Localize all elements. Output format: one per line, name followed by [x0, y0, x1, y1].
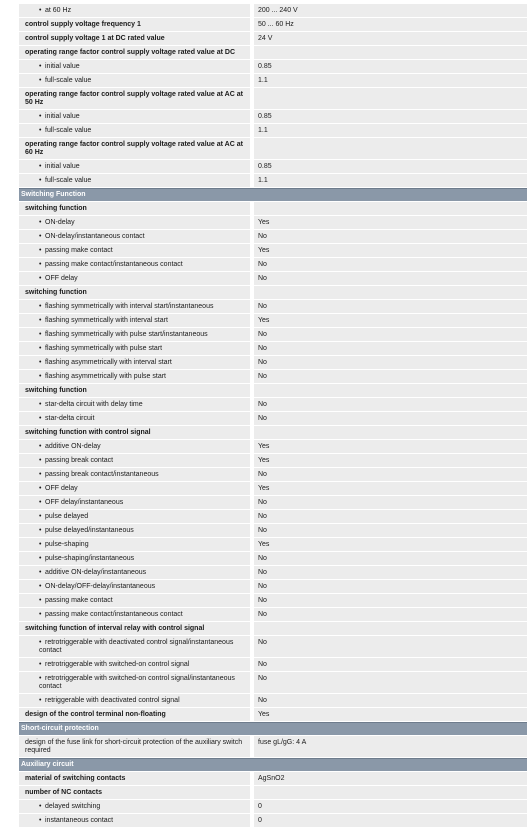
table-row — [19, 482, 527, 496]
property-value: 0.85 — [254, 60, 527, 73]
table-row — [19, 4, 527, 18]
property-label-text: full-scale value — [45, 177, 92, 184]
property-label — [19, 230, 250, 243]
property-label-text: switching function with control signal — [25, 429, 151, 436]
bullet-icon: • — [39, 583, 42, 590]
table-row — [19, 314, 527, 328]
property-heading — [19, 426, 250, 439]
property-label-text: pulse delayed — [45, 513, 89, 520]
table-row — [19, 786, 527, 800]
property-heading — [19, 32, 250, 45]
bullet-icon: • — [39, 373, 42, 380]
bullet-icon: • — [39, 177, 42, 184]
table-row — [19, 384, 527, 398]
property-label-text: flashing asymmetrically with interval start — [45, 359, 172, 366]
property-label — [19, 510, 250, 523]
property-label — [19, 174, 250, 187]
property-label-text: passing break contact — [45, 457, 114, 464]
bullet-icon: • — [39, 163, 42, 170]
property-heading — [19, 772, 250, 785]
bullet-icon: • — [39, 499, 42, 506]
property-value: No — [254, 412, 527, 425]
property-label-text: OFF delay — [45, 275, 78, 282]
property-label — [19, 216, 250, 229]
property-label-text: pulse delayed/instantaneous — [45, 527, 134, 534]
property-value: No — [254, 370, 527, 383]
bullet-icon: • — [39, 697, 42, 704]
bullet-icon: • — [39, 261, 42, 268]
property-value — [254, 384, 527, 397]
table-row — [19, 426, 527, 440]
table-row — [19, 454, 527, 468]
property-label-text: flashing symmetrically with pulse start/instantaneous — [45, 331, 208, 338]
property-label — [19, 300, 250, 313]
table-row — [19, 694, 527, 708]
table-row — [19, 286, 527, 300]
table-row — [19, 160, 527, 174]
table-row — [19, 672, 527, 694]
property-label-text: at 60 Hz — [45, 7, 72, 14]
property-label-text: design of the fuse link for short-circuit protection of the auxiliary switch required — [25, 739, 243, 754]
table-row — [19, 736, 527, 758]
property-value: 0.85 — [254, 110, 527, 123]
table-row — [19, 608, 527, 622]
property-label — [19, 160, 250, 173]
property-label — [19, 672, 250, 693]
table-row — [19, 468, 527, 482]
property-label-text: switching function of interval relay with control signal — [25, 625, 205, 632]
property-value: 200 ... 240 V — [254, 4, 527, 17]
property-value — [254, 286, 527, 299]
property-label — [19, 468, 250, 481]
property-heading — [19, 18, 250, 31]
section-header: Switching Function — [19, 188, 527, 202]
bullet-icon: • — [39, 541, 42, 548]
property-label-text: control supply voltage 1 at DC rated value — [25, 35, 165, 42]
property-label — [19, 800, 250, 813]
property-label-text: number of NC contacts — [25, 789, 103, 796]
property-label — [19, 342, 250, 355]
property-label — [19, 608, 250, 621]
property-label-text: pulse-shaping/instantaneous — [45, 555, 135, 562]
property-value: No — [254, 272, 527, 285]
bullet-icon: • — [39, 7, 42, 14]
property-label-text: passing make contact — [45, 247, 113, 254]
table-row — [19, 622, 527, 636]
bullet-icon: • — [39, 443, 42, 450]
property-value: No — [254, 356, 527, 369]
property-value — [254, 88, 527, 109]
property-label — [19, 482, 250, 495]
bullet-icon: • — [39, 457, 42, 464]
property-value: No — [254, 594, 527, 607]
property-label — [19, 244, 250, 257]
property-label-text: additive ON-delay/instantaneous — [45, 569, 147, 576]
bullet-icon: • — [39, 639, 42, 646]
bullet-icon: • — [39, 113, 42, 120]
property-heading — [19, 138, 250, 159]
property-label — [19, 538, 250, 551]
property-label — [19, 814, 250, 827]
bullet-icon: • — [39, 247, 42, 254]
bullet-icon: • — [39, 817, 42, 824]
bullet-icon: • — [39, 401, 42, 408]
property-label-text: full-scale value — [45, 127, 92, 134]
table-row — [19, 272, 527, 286]
property-value: 0.85 — [254, 160, 527, 173]
property-label — [19, 524, 250, 537]
table-row — [19, 32, 527, 46]
property-label-text: retrotriggerable with deactivated control signal/instantaneous contact — [39, 639, 234, 654]
bullet-icon: • — [39, 513, 42, 520]
table-row — [19, 800, 527, 814]
bullet-icon: • — [39, 359, 42, 366]
property-value: 0 — [254, 814, 527, 827]
table-row — [19, 440, 527, 454]
bullet-icon: • — [39, 471, 42, 478]
property-value — [254, 202, 527, 215]
bullet-icon: • — [39, 569, 42, 576]
property-value: fuse gL/gG: 4 A — [254, 736, 527, 757]
property-heading — [19, 286, 250, 299]
table-row — [19, 342, 527, 356]
property-label-text: retriggerable with deactivated control signal — [45, 697, 180, 704]
property-value: No — [254, 342, 527, 355]
property-label-text: initial value — [45, 163, 80, 170]
property-label-text: ON-delay — [45, 219, 75, 226]
property-label-text: full-scale value — [45, 77, 92, 84]
table-row — [19, 814, 527, 828]
table-row — [19, 658, 527, 672]
property-label — [19, 594, 250, 607]
table-row — [19, 566, 527, 580]
table-row — [19, 370, 527, 384]
property-label-text: retrotriggerable with switched-on control signal — [45, 661, 190, 668]
bullet-icon: • — [39, 485, 42, 492]
property-value: Yes — [254, 440, 527, 453]
property-value: No — [254, 694, 527, 707]
property-label-text: operating range factor control supply voltage rated value at AC at 50 Hz — [25, 91, 243, 106]
property-value — [254, 138, 527, 159]
table-row — [19, 398, 527, 412]
property-value: No — [254, 636, 527, 657]
property-label-text: passing make contact — [45, 597, 113, 604]
table-row — [19, 230, 527, 244]
property-value: No — [254, 608, 527, 621]
property-value: No — [254, 566, 527, 579]
property-value: 1.1 — [254, 124, 527, 137]
property-label — [19, 694, 250, 707]
property-label-text: flashing symmetrically with interval start — [45, 317, 168, 324]
property-label — [19, 412, 250, 425]
property-label-text: switching function — [25, 205, 87, 212]
bullet-icon: • — [39, 345, 42, 352]
property-label-text: OFF delay/instantaneous — [45, 499, 124, 506]
property-label-text: switching function — [25, 289, 87, 296]
property-value: Yes — [254, 244, 527, 257]
bullet-icon: • — [39, 77, 42, 84]
property-label — [19, 60, 250, 73]
property-label-text: control supply voltage frequency 1 — [25, 21, 141, 28]
property-label-text: ON-delay/OFF-delay/instantaneous — [45, 583, 156, 590]
property-value: 24 V — [254, 32, 527, 45]
property-value: AgSnO2 — [254, 772, 527, 785]
bullet-icon: • — [39, 303, 42, 310]
property-value: Yes — [254, 538, 527, 551]
property-label — [19, 580, 250, 593]
property-value: No — [254, 658, 527, 671]
property-label — [19, 4, 250, 17]
table-row — [19, 174, 527, 188]
table-row — [19, 496, 527, 510]
table-row — [19, 356, 527, 370]
property-label-text: operating range factor control supply voltage rated value at DC — [25, 49, 236, 56]
table-row — [19, 708, 527, 722]
table-row — [19, 300, 527, 314]
table-row — [19, 88, 527, 110]
section-header: Short-circuit protection — [19, 722, 527, 736]
property-heading — [19, 708, 250, 721]
table-row — [19, 538, 527, 552]
property-value: No — [254, 300, 527, 313]
property-heading — [19, 384, 250, 397]
property-value: Yes — [254, 216, 527, 229]
table-row — [19, 552, 527, 566]
table-row — [19, 202, 527, 216]
property-label-text: star-delta circuit with delay time — [45, 401, 143, 408]
table-row — [19, 580, 527, 594]
table-row — [19, 258, 527, 272]
property-label — [19, 328, 250, 341]
property-label-text: OFF delay — [45, 485, 78, 492]
property-value: No — [254, 258, 527, 271]
property-label — [19, 272, 250, 285]
property-value: No — [254, 328, 527, 341]
bullet-icon: • — [39, 275, 42, 282]
property-value: 50 ... 60 Hz — [254, 18, 527, 31]
table-row — [19, 46, 527, 60]
property-label — [19, 566, 250, 579]
property-label — [19, 110, 250, 123]
property-value: No — [254, 580, 527, 593]
table-row — [19, 124, 527, 138]
property-label-text: flashing asymmetrically with pulse start — [45, 373, 166, 380]
bullet-icon: • — [39, 675, 42, 682]
table-row — [19, 74, 527, 88]
property-label-text: ON-delay/instantaneous contact — [45, 233, 145, 240]
property-value: No — [254, 524, 527, 537]
bullet-icon: • — [39, 661, 42, 668]
property-value: No — [254, 398, 527, 411]
property-label-text: pulse-shaping — [45, 541, 89, 548]
table-row — [19, 510, 527, 524]
property-value: No — [254, 230, 527, 243]
property-value: Yes — [254, 708, 527, 721]
property-label — [19, 370, 250, 383]
property-label-text: instantaneous contact — [45, 817, 114, 824]
table-row — [19, 328, 527, 342]
section-header: Auxiliary circuit — [19, 758, 527, 772]
table-row — [19, 138, 527, 160]
property-label-text: additive ON-delay — [45, 443, 101, 450]
property-label-text: retrotriggerable with switched-on control signal/instantaneous contact — [39, 675, 235, 690]
bullet-icon: • — [39, 415, 42, 422]
property-label-text: operating range factor control supply voltage rated value at AC at 60 Hz — [25, 141, 243, 156]
table-row — [19, 524, 527, 538]
property-label-text: flashing symmetrically with interval start/instantaneous — [45, 303, 214, 310]
property-value: No — [254, 552, 527, 565]
property-label-text: design of the control terminal non-floating — [25, 711, 166, 718]
property-label-text: material of switching contacts — [25, 775, 126, 782]
property-heading — [19, 622, 250, 635]
property-label-text: star-delta circuit — [45, 415, 95, 422]
property-label-text: initial value — [45, 113, 80, 120]
bullet-icon: • — [39, 331, 42, 338]
property-heading — [19, 786, 250, 799]
bullet-icon: • — [39, 611, 42, 618]
property-label — [19, 440, 250, 453]
property-value: No — [254, 510, 527, 523]
property-value — [254, 786, 527, 799]
property-label — [19, 552, 250, 565]
table-row — [19, 412, 527, 426]
table-row — [19, 216, 527, 230]
property-value: No — [254, 496, 527, 509]
property-label-text: flashing symmetrically with pulse start — [45, 345, 163, 352]
property-value: Yes — [254, 482, 527, 495]
property-label — [19, 398, 250, 411]
property-label — [19, 314, 250, 327]
property-heading — [19, 46, 250, 59]
property-value: 0 — [254, 800, 527, 813]
property-label — [19, 636, 250, 657]
property-value — [254, 46, 527, 59]
property-value — [254, 426, 527, 439]
property-label-text: passing break contact/instantaneous — [45, 471, 159, 478]
property-label — [19, 356, 250, 369]
property-label-text: initial value — [45, 63, 80, 70]
property-label — [19, 74, 250, 87]
bullet-icon: • — [39, 127, 42, 134]
property-value: Yes — [254, 314, 527, 327]
property-value — [254, 622, 527, 635]
property-value: No — [254, 468, 527, 481]
bullet-icon: • — [39, 317, 42, 324]
property-label — [19, 496, 250, 509]
table-row — [19, 110, 527, 124]
table-row — [19, 636, 527, 658]
datasheet-table — [19, 4, 527, 828]
property-value: 1.1 — [254, 174, 527, 187]
property-heading — [19, 202, 250, 215]
table-row — [19, 244, 527, 258]
table-row — [19, 60, 527, 74]
property-value: 1.1 — [254, 74, 527, 87]
property-label — [19, 124, 250, 137]
bullet-icon: • — [39, 555, 42, 562]
table-row — [19, 772, 527, 786]
property-label-text: delayed switching — [45, 803, 101, 810]
property-label-text: passing make contact/instantaneous contact — [45, 261, 183, 268]
table-row — [19, 18, 527, 32]
property-label — [19, 736, 250, 757]
bullet-icon: • — [39, 597, 42, 604]
property-label — [19, 454, 250, 467]
bullet-icon: • — [39, 233, 42, 240]
property-label-text: passing make contact/instantaneous contact — [45, 611, 183, 618]
bullet-icon: • — [39, 527, 42, 534]
bullet-icon: • — [39, 219, 42, 226]
bullet-icon: • — [39, 803, 42, 810]
property-value: No — [254, 672, 527, 693]
property-heading — [19, 88, 250, 109]
table-row — [19, 594, 527, 608]
property-label-text: switching function — [25, 387, 87, 394]
property-value: Yes — [254, 454, 527, 467]
property-label — [19, 658, 250, 671]
property-label — [19, 258, 250, 271]
bullet-icon: • — [39, 63, 42, 70]
